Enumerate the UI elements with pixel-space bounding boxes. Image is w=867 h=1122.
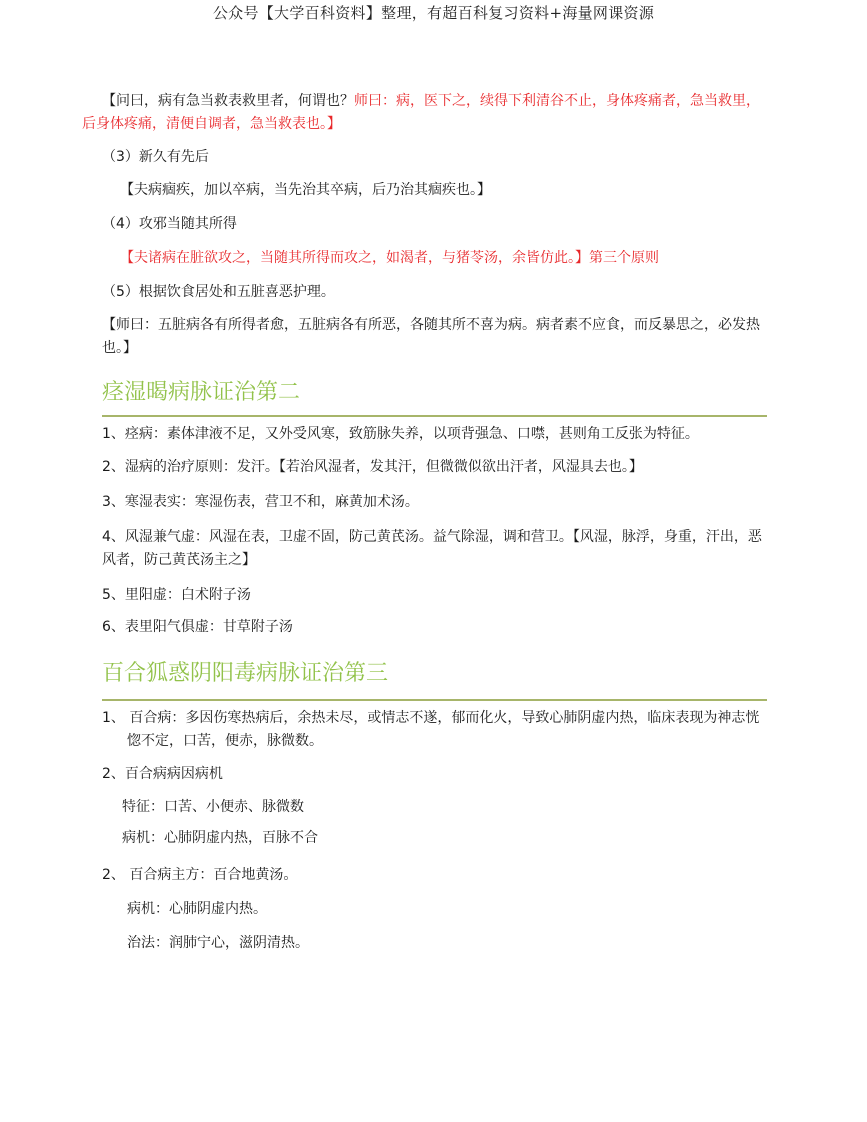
question-black: 【问曰，病有急当救表救里者，何谓也？	[102, 93, 354, 109]
list-item: 3、寒湿表实：寒湿伤表，营卫不和，麻黄加术汤。	[102, 494, 419, 510]
section3-item3-title: 2、 百合病主方：百合地黄汤。	[102, 867, 298, 883]
document-body	[82, 90, 767, 955]
list-item: 1、痉病：素体津液不足，又外受风寒，致筋脉失养，以项背强急、口噤，甚则角工反张为特征。	[102, 426, 699, 442]
question-paragraph	[82, 90, 767, 136]
section3-item2-feature: 特征：口苦、小便赤、脉微数	[122, 799, 304, 815]
question-red: 师曰：病，医下之，续得下利清谷不止，身体疼痛者，急当救里，后身体疼痛，清便自调者，急当救表也。】	[82, 93, 760, 132]
section2-divider	[102, 415, 767, 417]
section3-item3-treatment: 治法：润肺宁心，滋阴清热。	[127, 935, 309, 951]
item4-title: （4）攻邪当随其所得	[102, 216, 237, 232]
section3-item2-mechanism: 病机：心肺阴虚内热，百脉不合	[122, 830, 318, 846]
section3-item3-mechanism: 病机：心肺阴虚内热。	[127, 901, 267, 917]
section3-item2-title: 2、百合病病因病机	[102, 766, 223, 782]
item4-text: 【夫诸病在脏欲攻之，当随其所得而攻之，如渴者，与猪苓汤，余皆仿此。】第三个原则	[120, 250, 659, 266]
list-item: 5、里阳虚：白术附子汤	[102, 587, 251, 603]
section3-item1: 1、 百合病：多因伤寒热病后，余热未尽，或情志不遂，郁而化火，导致心肺阴虚内热，临床表现为神志恍惚不定，口苦，便赤，脉微数。	[102, 710, 760, 749]
list-item: 2、湿病的治疗原则：发汗。【若治风湿者，发其汗，但微微似欲出汗者，风湿具去也。】	[102, 459, 643, 475]
item3-title: （3）新久有先后	[102, 149, 209, 165]
item5-text: 【师曰：五脏病各有所得者愈，五脏病各有所恶，各随其所不喜为病。病者素不应食，而反暴思之，必发热也。】	[102, 317, 760, 356]
section3-title: 百合狐惑阴阳毒病脉证治第三	[102, 661, 389, 686]
page-header: 公众号【大学百科资料】整理，有超百科复习资料+海量网课资源	[212, 4, 655, 22]
section2-title: 痉湿暍病脉证治第二	[102, 380, 301, 405]
item5-title: （5）根据饮食居处和五脏喜恶护理。	[102, 284, 335, 300]
item3-text: 【夫病痼疾，加以卒病，当先治其卒病，后乃治其痼疾也。】	[120, 182, 491, 198]
list-item: 4、风湿兼气虚：风湿在表，卫虚不固，防己黄芪汤。益气除湿，调和营卫。【风湿，脉浮，身重，汗出，恶风者，防己黄芪汤主之】	[102, 529, 762, 568]
list-item: 6、表里阳气俱虚：甘草附子汤	[102, 619, 293, 635]
section3-divider	[102, 699, 767, 701]
